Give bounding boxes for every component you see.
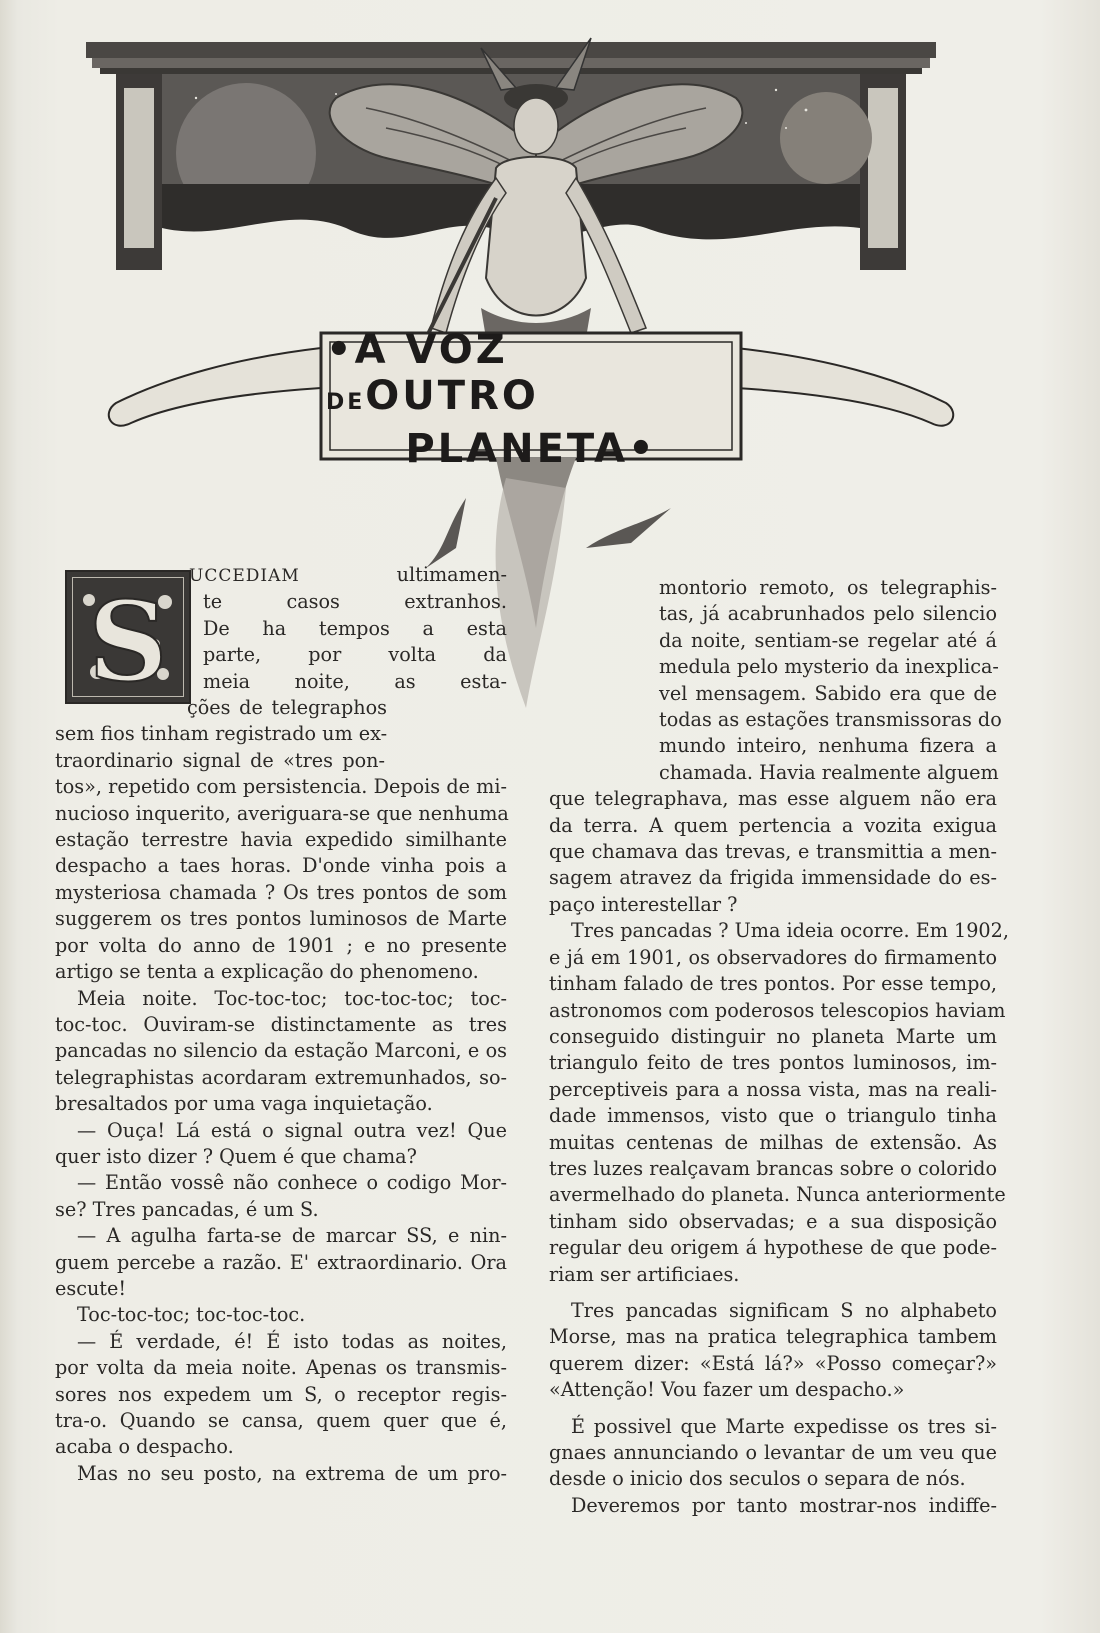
text-line: estação terrestre havia expedido similhante — [55, 828, 507, 852]
text-line: se? Tres pancadas, é um S. — [55, 1197, 319, 1221]
text-line: Mas no seu posto, na extrema de um pro- — [77, 1461, 507, 1485]
text-line: Meia noite. Toc-toc-toc; toc-toc-toc; toc- — [77, 986, 507, 1010]
text-line: te casos extranhos. — [203, 590, 507, 614]
text-line: bresaltados por uma vaga inquietação. — [55, 1092, 433, 1116]
text-line: pancadas no silencio da estação Marconi, e os — [55, 1039, 507, 1063]
article-title — [326, 326, 736, 472]
text-line: que chamava das trevas, e transmittia a men- — [549, 840, 997, 864]
text-line: sores nos expedem um S, o receptor regis- — [55, 1382, 507, 1406]
text-line: UCCEDIAM ultimamen- — [189, 563, 507, 586]
text-line: e já em 1901, os observadores do firmamento — [549, 945, 997, 969]
text-line: regular deu origem á hypothese de que pode- — [549, 1236, 997, 1260]
text-line: ções de telegraphos — [187, 696, 387, 720]
text-line: astronomos com poderosos telescopios haviam — [549, 998, 1006, 1022]
text-line: artigo se tenta a explicação do phenomeno. — [55, 960, 479, 984]
text-line: toc-toc. Ouviram-se distinctamente as tres — [55, 1012, 507, 1036]
text-line: meia noite, as esta- — [203, 669, 507, 693]
text-line: telegraphistas acordaram extremunhados, so- — [55, 1065, 507, 1089]
text-line: todas as estações transmissoras do — [659, 708, 1002, 732]
text-line: traordinario signal de «tres pon- — [55, 748, 385, 772]
text-line: paço interestellar ? — [549, 892, 738, 916]
text-line: triangulo feito de tres pontos luminosos, im- — [549, 1051, 997, 1075]
text-line: «Attenção! Vou fazer um despacho.» — [549, 1378, 905, 1402]
text-line: De ha tempos a esta — [203, 616, 507, 640]
text-line: medula pelo mysterio da inexplica- — [659, 655, 999, 679]
text-line: sem fios tinham registrado um ex- — [55, 722, 388, 746]
text-line: Deveremos por tanto mostrar-nos indiffe- — [571, 1493, 997, 1517]
text-line: muitas centenas de milhas de extensão. As — [549, 1130, 997, 1154]
text-line: acaba o despacho. — [55, 1435, 234, 1459]
text-line: — É verdade, é! É isto todas as noites, — [77, 1329, 507, 1353]
text-line: escute! — [55, 1276, 127, 1300]
left-column — [55, 562, 507, 1487]
text-line: riam ser artificiaes. — [549, 1262, 740, 1286]
title-line-1: •A VOZ DEOUTRO — [326, 326, 539, 419]
text-line: tinham falado de tres pontos. Por esse tempo, — [549, 972, 997, 996]
text-line: mundo inteiro, nenhuma fizera a — [659, 734, 997, 758]
text-line: desde o inicio dos seculos o separa de nós. — [549, 1467, 966, 1491]
text-line: da noite, sentiam-se regelar até á — [659, 628, 997, 652]
text-line: guem percebe a razão. E' extraordinario. Ora — [55, 1250, 507, 1274]
text-line: por volta do anno de 1901 ; e no presente — [55, 933, 507, 957]
text-line: parte, por volta da — [203, 643, 507, 667]
text-line: querem dizer: «Está lá?» «Posso começar?» — [549, 1351, 997, 1375]
text-line: — Então vossê não conhece o codigo Mor- — [77, 1171, 507, 1195]
text-line: avermelhado do planeta. Nunca anteriormente — [549, 1183, 1006, 1207]
text-line: Tres pancadas significam S no alphabeto — [571, 1298, 997, 1322]
text-line: Morse, mas na pratica telegraphica tambem — [549, 1325, 997, 1349]
text-line: tinham sido observadas; e a sua disposição — [549, 1209, 997, 1233]
text-line: vel mensagem. Sabido era que de — [659, 681, 997, 705]
text-line: tas, já acabrunhados pelo silencio — [659, 602, 997, 626]
text-line: chamada. Havia realmente alguem — [659, 760, 999, 784]
text-line: sagem atravez da frigida immensidade do es- — [549, 866, 997, 890]
text-line: gnaes annunciando o levantar de um veu que — [549, 1441, 997, 1464]
text-line: tra-o. Quando se cansa, quem quer que é, — [55, 1409, 507, 1432]
text-line: É possivel que Marte expedisse os tres si- — [571, 1414, 997, 1438]
text-line: conseguido distinguir no planeta Marte um — [549, 1024, 997, 1048]
text-line: montorio remoto, os telegraphis- — [659, 576, 997, 599]
text-line: — Ouça! Lá está o signal outra vez! Que — [77, 1118, 507, 1142]
title-line-2: PLANETA• — [405, 425, 657, 472]
text-line: por volta da meia noite. Apenas os transmis- — [55, 1356, 507, 1380]
text-line: tres luzes realçavam brancas sobre o colorido — [549, 1156, 997, 1180]
text-line: mysteriosa chamada ? Os tres pontos de som — [55, 880, 507, 904]
text-line: da terra. A quem pertencia a vozita exigua — [549, 813, 997, 837]
text-line: quer isto dizer ? Quem é que chama? — [55, 1144, 417, 1168]
text-line: — A agulha farta-se de marcar SS, e nin- — [77, 1224, 507, 1248]
text-line: perceptiveis para a nossa vista, mas na reali- — [549, 1077, 997, 1101]
text-line: dade immensos, visto que o triangulo tinha — [549, 1104, 997, 1128]
text-line: nucioso inquerito, averiguara-se que nenhuma — [55, 801, 509, 825]
text-line: Toc-toc-toc; toc-toc-toc. — [77, 1303, 306, 1327]
text-line: que telegraphava, mas esse alguem não era — [549, 787, 997, 811]
text-line: despacho a taes horas. D'onde vinha pois a — [55, 854, 507, 878]
text-line: suggerem os tres pontos luminosos de Marte — [55, 907, 507, 931]
text-line: tos», repetido com persistencia. Depois de mi- — [55, 775, 507, 799]
svg-text:S: S — [88, 577, 168, 702]
right-column — [549, 575, 1009, 1519]
text-line: Tres pancadas ? Uma ideia ocorre. Em 1902, — [571, 919, 1009, 943]
